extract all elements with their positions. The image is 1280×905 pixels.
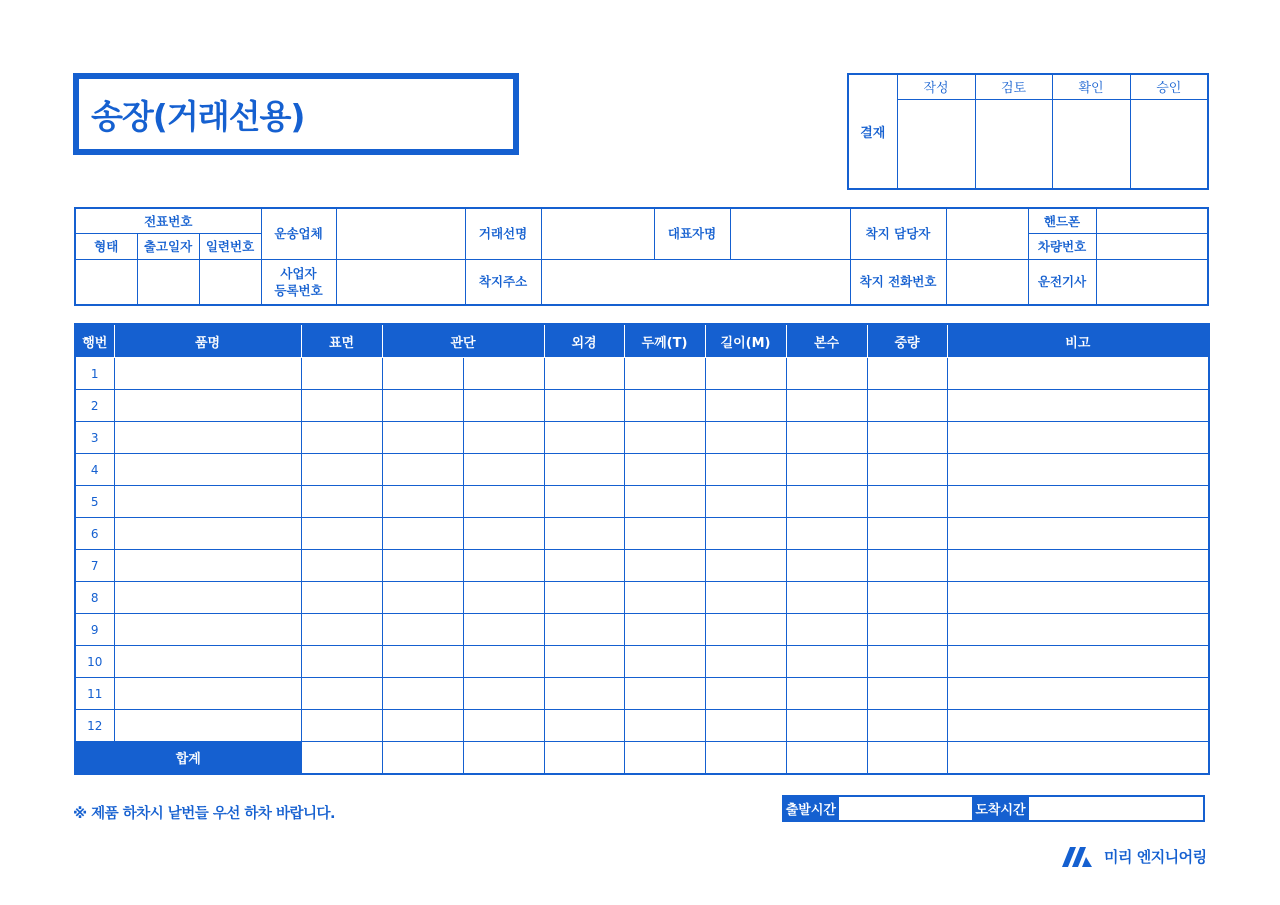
item-row: [75, 550, 1209, 582]
row-number: 10: [75, 646, 114, 678]
item-cell[interactable]: [463, 358, 544, 390]
item-cell[interactable]: [463, 390, 544, 422]
item-row: [75, 646, 1209, 678]
col-pipe-end: 관단: [382, 324, 544, 358]
item-cell[interactable]: [301, 486, 382, 518]
item-cell[interactable]: [705, 582, 786, 614]
col-row-number: 행번: [75, 324, 114, 358]
departure-time-label: 출발시간: [783, 796, 838, 821]
item-cell[interactable]: [786, 486, 867, 518]
company-logo: [1060, 842, 1207, 870]
item-cell[interactable]: [463, 710, 544, 742]
slip-number-label: 전표번호: [75, 208, 261, 234]
item-cell[interactable]: [544, 646, 624, 678]
dest-address-field[interactable]: [541, 259, 850, 305]
total-label: 합계: [75, 742, 301, 775]
item-cell[interactable]: [463, 486, 544, 518]
item-cell[interactable]: [867, 486, 947, 518]
business-reg-label-line2: 등록번호: [274, 282, 323, 298]
item-cell[interactable]: [624, 454, 705, 486]
serial-number-label: 일련번호: [199, 234, 261, 260]
item-cell[interactable]: [705, 646, 786, 678]
item-row: [75, 454, 1209, 486]
item-cell[interactable]: [301, 454, 382, 486]
item-cell[interactable]: [624, 390, 705, 422]
item-cell[interactable]: [463, 518, 544, 550]
item-cell[interactable]: [114, 486, 301, 518]
col-count: 본수: [786, 324, 867, 358]
row-number: 6: [75, 518, 114, 550]
item-cell[interactable]: [947, 646, 1209, 678]
item-cell[interactable]: [624, 518, 705, 550]
business-reg-label-line1: 사업자: [280, 265, 317, 281]
item-row: [75, 614, 1209, 646]
col-remarks: 비고: [947, 324, 1209, 358]
carrier-field[interactable]: [336, 208, 465, 259]
item-cell[interactable]: [705, 390, 786, 422]
item-cell[interactable]: [544, 710, 624, 742]
item-cell[interactable]: [867, 614, 947, 646]
item-cell[interactable]: [114, 646, 301, 678]
item-cell[interactable]: [301, 710, 382, 742]
item-cell[interactable]: [624, 422, 705, 454]
item-cell[interactable]: [947, 486, 1209, 518]
item-cell[interactable]: [624, 358, 705, 390]
item-cell[interactable]: [947, 390, 1209, 422]
item-cell[interactable]: [114, 422, 301, 454]
item-cell[interactable]: [705, 486, 786, 518]
serial-number-field[interactable]: [199, 259, 261, 305]
total-cell[interactable]: [867, 742, 947, 775]
item-cell[interactable]: [382, 646, 463, 678]
item-cell[interactable]: [301, 678, 382, 710]
total-cell[interactable]: [382, 742, 463, 775]
col-weight: 중량: [867, 324, 947, 358]
item-cell[interactable]: [947, 518, 1209, 550]
item-cell[interactable]: [301, 582, 382, 614]
col-length: 길이(M): [705, 324, 786, 358]
item-cell[interactable]: [114, 678, 301, 710]
mobile-field[interactable]: [1096, 208, 1208, 234]
total-cell[interactable]: [463, 742, 544, 775]
item-cell[interactable]: [786, 710, 867, 742]
item-cell[interactable]: [786, 614, 867, 646]
item-cell[interactable]: [382, 422, 463, 454]
total-cell[interactable]: [947, 742, 1209, 775]
representative-label: 대표자명: [654, 208, 730, 259]
item-cell[interactable]: [705, 422, 786, 454]
item-cell[interactable]: [382, 678, 463, 710]
item-cell[interactable]: [786, 390, 867, 422]
total-cell[interactable]: [786, 742, 867, 775]
item-cell[interactable]: [544, 550, 624, 582]
approval-col-review: 검토: [975, 74, 1052, 99]
arrival-time-label: 도착시간: [973, 796, 1028, 821]
item-row: [75, 422, 1209, 454]
approval-col-confirm: 확인: [1052, 74, 1130, 99]
type-field[interactable]: [75, 259, 137, 305]
dest-address-label: 착지주소: [465, 259, 541, 305]
total-row: [75, 742, 1209, 775]
item-cell[interactable]: [947, 454, 1209, 486]
item-cell[interactable]: [544, 582, 624, 614]
row-number: 8: [75, 582, 114, 614]
item-cell[interactable]: [786, 454, 867, 486]
item-cell[interactable]: [786, 422, 867, 454]
approval-sign-review[interactable]: [975, 99, 1052, 189]
item-cell[interactable]: [463, 582, 544, 614]
item-row: [75, 582, 1209, 614]
item-row: [75, 710, 1209, 742]
approval-col-write: 작성: [897, 74, 975, 99]
departure-time-field[interactable]: [838, 796, 973, 821]
item-cell[interactable]: [544, 454, 624, 486]
item-cell[interactable]: [867, 582, 947, 614]
dest-manager-label: 착지 담당자: [850, 208, 946, 259]
item-cell[interactable]: [624, 646, 705, 678]
time-table: [782, 795, 1205, 822]
company-name: 미리 엔지니어링: [1104, 847, 1207, 866]
item-cell[interactable]: [867, 358, 947, 390]
col-thickness: 두께(T): [624, 324, 705, 358]
miri-logo-icon: [1060, 843, 1100, 869]
item-row: [75, 678, 1209, 710]
item-cell[interactable]: [705, 518, 786, 550]
item-row: [75, 390, 1209, 422]
item-cell[interactable]: [786, 646, 867, 678]
row-number: 3: [75, 422, 114, 454]
total-cell[interactable]: [301, 742, 382, 775]
dest-manager-field[interactable]: [946, 208, 1028, 259]
item-row: [75, 358, 1209, 390]
mobile-label: 핸드폰: [1028, 208, 1096, 234]
item-cell[interactable]: [947, 550, 1209, 582]
business-reg-field[interactable]: [336, 259, 465, 305]
carrier-label: 운송업체: [261, 208, 336, 259]
approval-sign-confirm[interactable]: [1052, 99, 1130, 189]
total-cell[interactable]: [705, 742, 786, 775]
page-title: 송장(거래선용): [91, 97, 305, 136]
item-cell[interactable]: [382, 550, 463, 582]
item-cell[interactable]: [382, 454, 463, 486]
item-cell[interactable]: [947, 614, 1209, 646]
item-cell[interactable]: [705, 710, 786, 742]
item-cell[interactable]: [463, 646, 544, 678]
item-cell[interactable]: [114, 582, 301, 614]
item-cell[interactable]: [705, 358, 786, 390]
item-cell[interactable]: [463, 454, 544, 486]
approval-label: 결재: [848, 74, 897, 189]
row-number: 12: [75, 710, 114, 742]
representative-field[interactable]: [730, 208, 850, 259]
item-cell[interactable]: [867, 454, 947, 486]
item-cell[interactable]: [624, 550, 705, 582]
item-cell[interactable]: [463, 678, 544, 710]
item-cell[interactable]: [301, 390, 382, 422]
item-cell[interactable]: [947, 678, 1209, 710]
approval-table: [847, 73, 1209, 190]
item-cell[interactable]: [867, 550, 947, 582]
item-cell[interactable]: [114, 390, 301, 422]
item-cell[interactable]: [544, 486, 624, 518]
total-cell[interactable]: [544, 742, 624, 775]
item-cell[interactable]: [114, 550, 301, 582]
item-cell[interactable]: [301, 358, 382, 390]
item-cell[interactable]: [463, 550, 544, 582]
vehicle-number-field[interactable]: [1096, 234, 1208, 260]
col-surface: 표면: [301, 324, 382, 358]
row-number: 4: [75, 454, 114, 486]
item-cell[interactable]: [786, 358, 867, 390]
item-cell[interactable]: [867, 710, 947, 742]
item-cell[interactable]: [867, 390, 947, 422]
item-cell[interactable]: [544, 422, 624, 454]
item-cell[interactable]: [786, 582, 867, 614]
item-cell[interactable]: [947, 710, 1209, 742]
item-cell[interactable]: [382, 614, 463, 646]
col-outer-diameter: 외경: [544, 324, 624, 358]
approval-col-approve: 승인: [1130, 74, 1208, 99]
item-cell[interactable]: [947, 582, 1209, 614]
item-cell[interactable]: [382, 358, 463, 390]
item-cell[interactable]: [786, 518, 867, 550]
item-cell[interactable]: [114, 518, 301, 550]
item-cell[interactable]: [114, 710, 301, 742]
vehicle-number-label: 차량번호: [1028, 234, 1096, 260]
item-cell[interactable]: [382, 486, 463, 518]
item-cell[interactable]: [301, 614, 382, 646]
item-cell[interactable]: [463, 614, 544, 646]
dest-phone-field[interactable]: [946, 259, 1028, 305]
item-row: [75, 486, 1209, 518]
item-cell[interactable]: [947, 358, 1209, 390]
item-cell[interactable]: [705, 614, 786, 646]
col-product-name: 품명: [114, 324, 301, 358]
approval-sign-write[interactable]: [897, 99, 975, 189]
row-number: 2: [75, 390, 114, 422]
item-cell[interactable]: [867, 646, 947, 678]
item-cell[interactable]: [544, 358, 624, 390]
driver-field[interactable]: [1096, 259, 1208, 305]
approval-sign-approve[interactable]: [1130, 99, 1208, 189]
item-cell[interactable]: [382, 518, 463, 550]
item-cell[interactable]: [301, 518, 382, 550]
total-cell[interactable]: [624, 742, 705, 775]
item-cell[interactable]: [867, 518, 947, 550]
item-cell[interactable]: [624, 678, 705, 710]
item-cell[interactable]: [114, 358, 301, 390]
business-reg-label: [261, 259, 336, 305]
release-date-label: 출고일자: [137, 234, 199, 260]
title-box: [73, 73, 519, 155]
type-label: 형태: [75, 234, 137, 260]
arrival-time-field[interactable]: [1028, 796, 1204, 821]
row-number: 1: [75, 358, 114, 390]
item-cell[interactable]: [544, 614, 624, 646]
unloading-note: ※ 제품 하차시 낱번들 우선 하차 바랍니다.: [73, 806, 336, 822]
driver-label: 운전기사: [1028, 259, 1096, 305]
item-cell[interactable]: [705, 454, 786, 486]
dest-phone-label: 착지 전화번호: [850, 259, 946, 305]
item-cell[interactable]: [705, 678, 786, 710]
release-date-field[interactable]: [137, 259, 199, 305]
item-cell[interactable]: [624, 710, 705, 742]
item-cell[interactable]: [947, 422, 1209, 454]
row-number: 11: [75, 678, 114, 710]
item-cell[interactable]: [867, 678, 947, 710]
item-cell[interactable]: [301, 550, 382, 582]
item-cell[interactable]: [786, 678, 867, 710]
item-cell[interactable]: [705, 550, 786, 582]
shipment-info-table: [74, 207, 1209, 306]
row-number: 5: [75, 486, 114, 518]
row-number: 7: [75, 550, 114, 582]
item-cell[interactable]: [382, 390, 463, 422]
item-cell[interactable]: [867, 422, 947, 454]
item-cell[interactable]: [382, 710, 463, 742]
item-cell[interactable]: [301, 422, 382, 454]
item-cell[interactable]: [544, 678, 624, 710]
item-cell[interactable]: [114, 454, 301, 486]
item-cell[interactable]: [624, 486, 705, 518]
item-cell[interactable]: [624, 582, 705, 614]
item-cell[interactable]: [382, 582, 463, 614]
item-cell[interactable]: [114, 614, 301, 646]
client-name-label: 거래선명: [465, 208, 541, 259]
client-name-field[interactable]: [541, 208, 654, 259]
item-cell[interactable]: [544, 390, 624, 422]
item-cell[interactable]: [786, 550, 867, 582]
item-cell[interactable]: [301, 646, 382, 678]
item-cell[interactable]: [544, 518, 624, 550]
item-row: [75, 518, 1209, 550]
item-cell[interactable]: [624, 614, 705, 646]
items-table: [74, 323, 1210, 775]
row-number: 9: [75, 614, 114, 646]
item-cell[interactable]: [463, 422, 544, 454]
